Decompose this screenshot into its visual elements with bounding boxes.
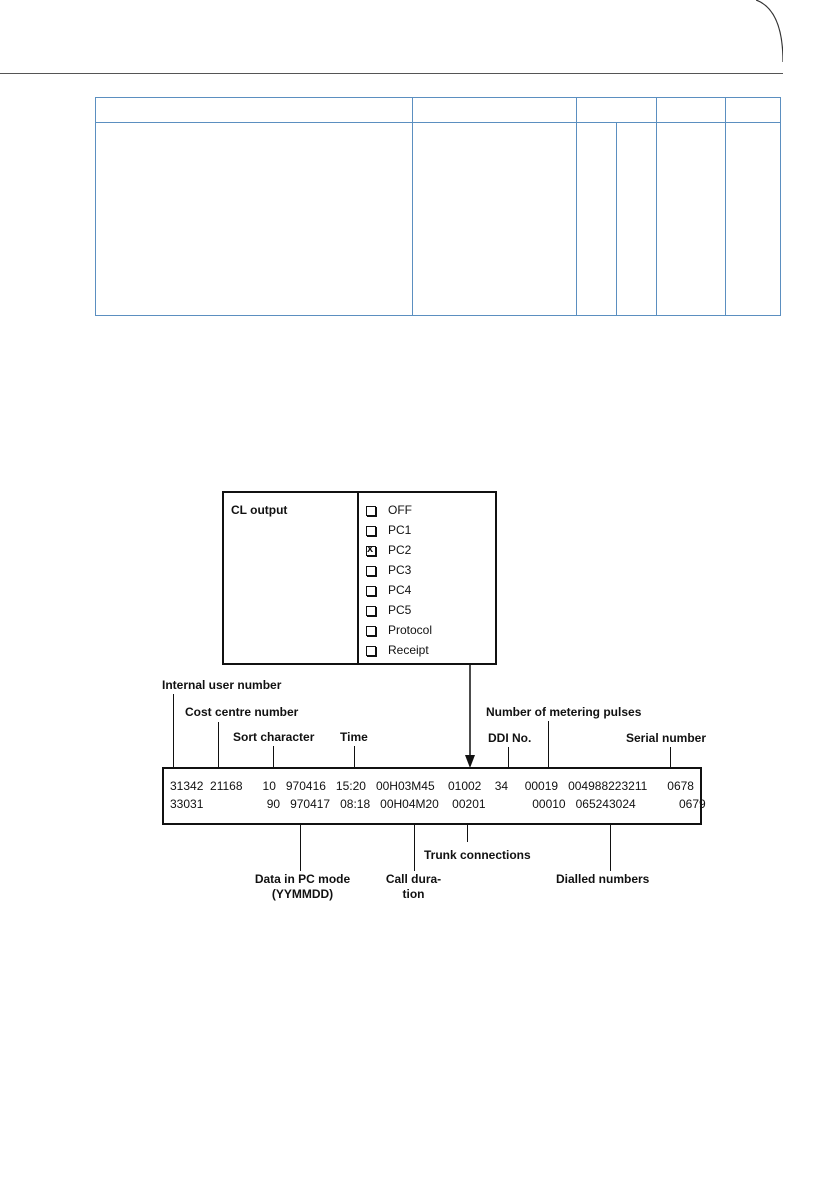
label-data-pc-mode-line2: (YYMMDD) xyxy=(271,887,334,901)
leader-line xyxy=(218,722,219,767)
leader-line xyxy=(273,746,274,767)
option-label: Protocol xyxy=(388,623,433,637)
option-pc4[interactable] xyxy=(366,583,411,598)
header-rule xyxy=(0,73,783,74)
label-dialled-numbers: Dialled numbers xyxy=(556,872,650,886)
leader-line xyxy=(467,825,468,842)
label-data-pc-mode-line1: Data in PC mode xyxy=(254,872,351,886)
checkbox-icon[interactable] xyxy=(366,626,376,636)
leader-line xyxy=(508,747,509,767)
checkbox-icon[interactable] xyxy=(366,606,376,616)
option-pc3[interactable] xyxy=(366,563,411,578)
option-off[interactable] xyxy=(366,503,412,518)
checkbox-icon[interactable] xyxy=(366,646,376,656)
checkbox-icon[interactable] xyxy=(366,506,376,516)
option-label: PC3 xyxy=(388,563,412,577)
leader-line xyxy=(300,825,301,871)
leader-line xyxy=(173,694,174,767)
label-ddi-no: DDI No. xyxy=(488,731,532,745)
record-line-2: 33031 90 970417 08:18 00H04M20 00201 00010 065243024 0679 xyxy=(170,797,706,811)
leader-line xyxy=(610,825,611,871)
record-line-1: 31342 21168 10 970416 15:20 00H03M45 01002 34 00019 004988223211 0678 xyxy=(170,779,694,793)
option-pc5[interactable] xyxy=(366,603,411,618)
label-cost-centre-number: Cost centre number xyxy=(185,705,299,719)
label-serial-number: Serial number xyxy=(626,731,707,745)
option-label: PC5 xyxy=(388,603,412,617)
page-corner-mark xyxy=(756,0,783,62)
panel-divider xyxy=(357,491,359,665)
label-internal-user-number: Internal user number xyxy=(162,678,282,692)
checkbox-checked-icon[interactable] xyxy=(366,546,376,556)
option-label: PC4 xyxy=(388,583,412,597)
leader-line xyxy=(548,721,549,767)
label-trunk-connections: Trunk connections xyxy=(424,848,531,862)
label-time: Time xyxy=(340,730,368,744)
arrow-down-icon xyxy=(462,665,478,769)
label-sort-character: Sort character xyxy=(233,730,315,744)
parameter-table xyxy=(95,97,781,316)
option-label: PC1 xyxy=(388,523,412,537)
label-call-duration xyxy=(376,872,451,902)
checkbox-icon[interactable] xyxy=(366,586,376,596)
option-protocol[interactable] xyxy=(366,623,432,638)
call-log-output xyxy=(162,767,702,825)
cl-output-panel xyxy=(222,491,497,665)
option-receipt[interactable] xyxy=(366,643,429,658)
label-metering-pulses: Number of metering pulses xyxy=(486,705,642,719)
option-pc1[interactable] xyxy=(366,523,411,538)
label-call-duration-line2: tion xyxy=(402,887,425,901)
checkbox-icon[interactable] xyxy=(366,566,376,576)
label-data-pc-mode xyxy=(245,872,360,902)
option-label: OFF xyxy=(388,503,412,517)
label-call-duration-line1: Call dura- xyxy=(385,872,442,886)
option-pc2[interactable] xyxy=(366,543,411,558)
option-label: Receipt xyxy=(388,643,429,657)
checkbox-icon[interactable] xyxy=(366,526,376,536)
cl-output-title: CL output xyxy=(231,503,288,517)
option-label: PC2 xyxy=(388,543,412,557)
leader-line xyxy=(354,746,355,767)
leader-line xyxy=(670,747,671,767)
leader-line xyxy=(414,825,415,871)
